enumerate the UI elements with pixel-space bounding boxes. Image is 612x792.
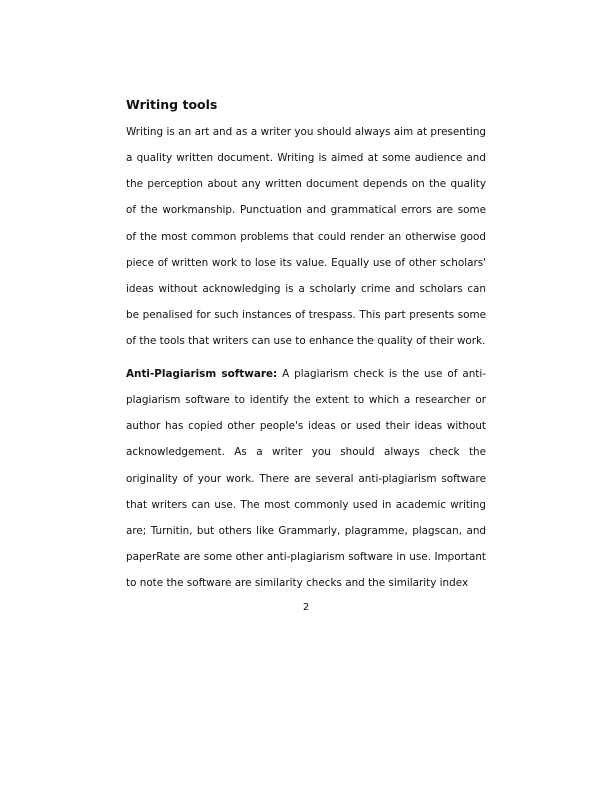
paragraph-lead-term: Anti-Plagiarism software:: [126, 368, 278, 380]
paragraph-body-text: A plagiarism check is the use of anti-plagiarism software to identify the extent to which a researcher or author has copied other people's ideas or used their ideas without acknowledgement. As a writer you should always check the originality of your work. There are several anti-plagiarism software that writers can use. The most commonly used in academic writing are; Turnitin, but others like Grammarly, plagramme, plagscan, and paperRate are some other anti-plagiarism software in use. Important to note the software are similarity checks and the similarity index: [126, 368, 486, 590]
section-heading: Writing tools: [126, 97, 218, 112]
page-number: 2: [302, 602, 310, 613]
intro-paragraph: Writing is an art and as a writer you should always aim at presenting a quality written document. Writing is aimed at some audience and the perception about any written document depends on the quality of the workmanship. Punctuation and grammatical errors are some of the most common problems that could render an otherwise good piece of written work to lose its value. Equally use of other scholars' ideas without acknowledging is a scholarly crime and scholars can be penalised for such instances of trespass. This part presents some of the tools that writers can use to enhance the quality of their work.: [126, 126, 486, 348]
anti-plagiarism-paragraph: [126, 361, 486, 596]
